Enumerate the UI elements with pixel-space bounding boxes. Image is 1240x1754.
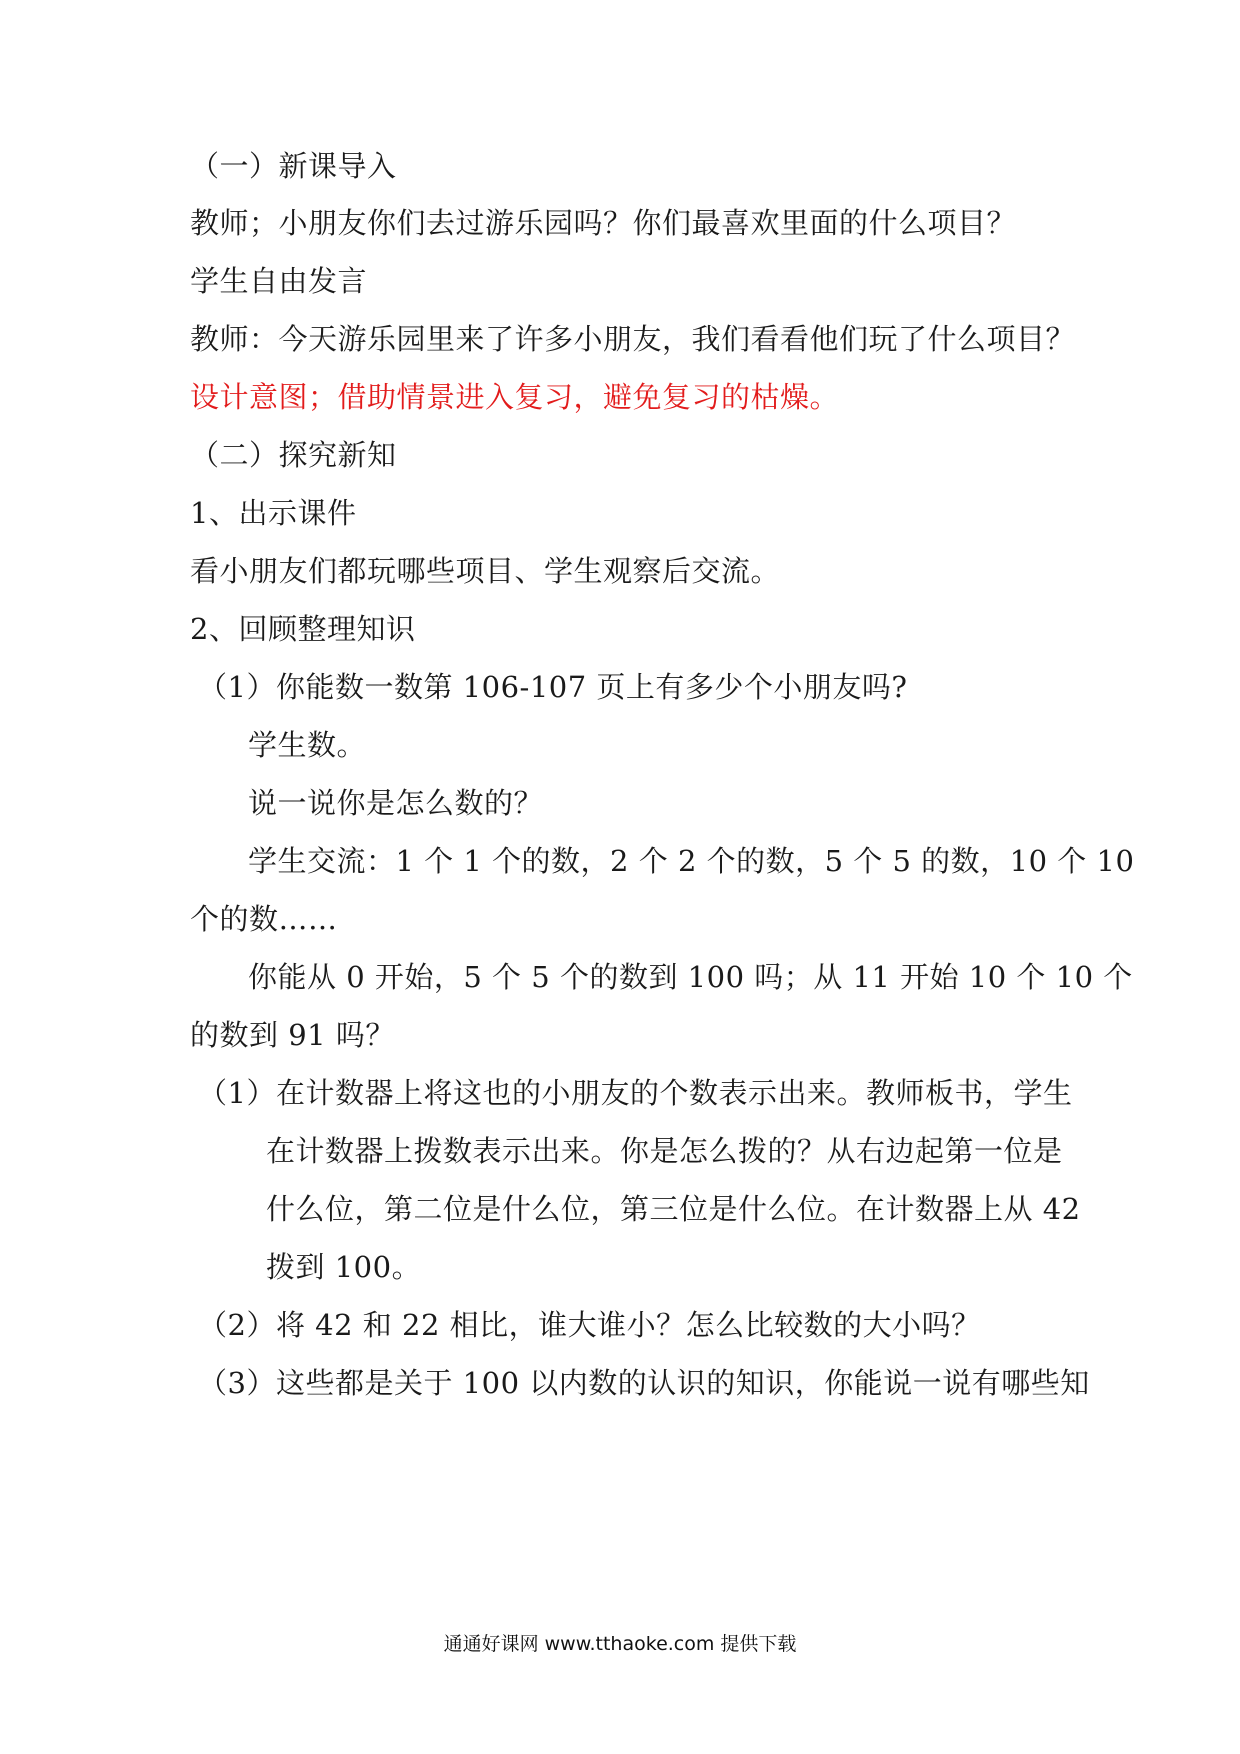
explain-counting: 说一说你是怎么数的？ [248, 786, 544, 820]
step-show-courseware: 1、出示课件 [190, 496, 357, 530]
section-heading-intro: （一）新课导入 [190, 149, 397, 183]
students-exchange-cont: 个的数…… [190, 902, 338, 936]
question-count-by-five: 你能从 0 开始，5 个 5 个的数到 100 吗；从 11 开始 10 个 10 个 [248, 960, 1133, 994]
question-count-by-five-cont: 的数到 91 吗？ [190, 1018, 395, 1052]
abacus-task-line1: （1）在计数器上将这也的小朋友的个数表示出来。教师板书，学生 [198, 1076, 1073, 1110]
step-review-knowledge: 2、回顾整理知识 [190, 612, 416, 646]
design-intent-note: 设计意图；借助情景进入复习，避免复习的枯燥。 [190, 380, 840, 414]
summary-knowledge: （3）这些都是关于 100 以内数的认识的知识，你能说一说有哪些知 [198, 1366, 1090, 1400]
students-count: 学生数。 [248, 728, 367, 762]
observe-and-discuss: 看小朋友们都玩哪些项目、学生观察后交流。 [190, 554, 781, 588]
teacher-question-projects: 教师：今天游乐园里来了许多小朋友，我们看看他们玩了什么项目？ [190, 322, 1076, 356]
abacus-task-line4: 拨到 100。 [266, 1250, 422, 1284]
abacus-task-line3: 什么位，第二位是什么位，第三位是什么位。在计数器上从 42 [266, 1192, 1081, 1226]
section-heading-explore: （二）探究新知 [190, 438, 397, 472]
page-footer: 通通好课网 www.tthaoke.com 提供下载 [443, 1633, 797, 1655]
abacus-task-line2: 在计数器上拨数表示出来。你是怎么拨的？从右边起第一位是 [266, 1134, 1063, 1168]
students-free-speech: 学生自由发言 [190, 264, 368, 298]
compare-numbers: （2）将 42 和 22 相比，谁大谁小？怎么比较数的大小吗？ [198, 1308, 981, 1342]
question-count-children: （1）你能数一数第 106-107 页上有多少个小朋友吗? [198, 670, 908, 704]
teacher-question-park: 教师；小朋友你们去过游乐园吗？你们最喜欢里面的什么项目？ [190, 206, 1017, 240]
students-exchange: 学生交流：1 个 1 个的数，2 个 2 个的数，5 个 5 的数，10 个 10 [248, 844, 1135, 878]
